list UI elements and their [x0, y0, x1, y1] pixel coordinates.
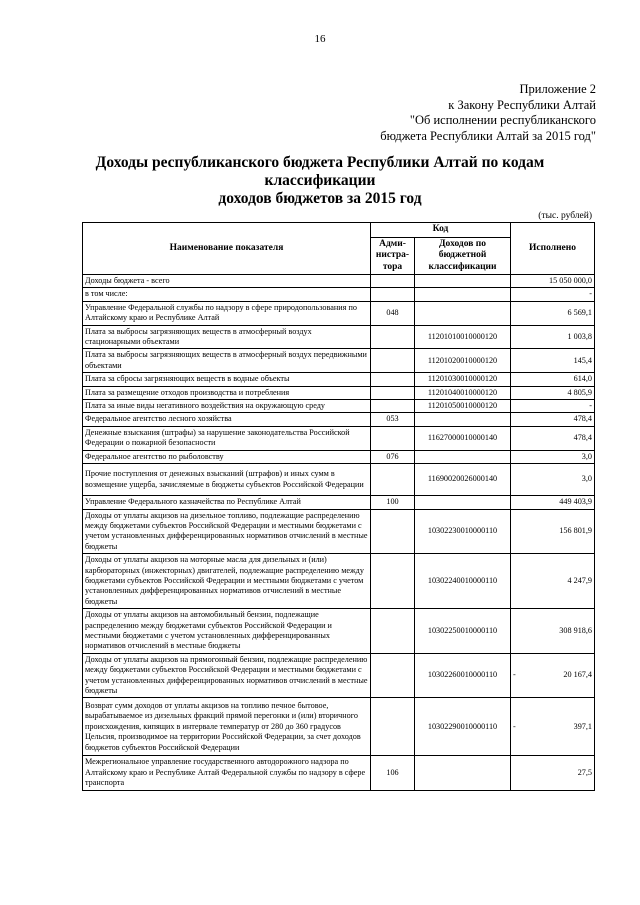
table-row: [83, 464, 595, 496]
page-number: 16: [314, 33, 326, 45]
cell-name: Плата за размещение отходов производства и потребления: [83, 386, 371, 399]
cell-admin-code: [371, 349, 415, 373]
cell-income-code: 11201010010000120: [415, 325, 511, 349]
revenue-table: [82, 222, 595, 791]
table-row: [83, 275, 595, 288]
cell-income-code: [415, 275, 511, 288]
cell-amount: [511, 496, 595, 509]
cell-name: Доходы от уплаты акцизов на моторные масла для дизельных и (или) карбюраторных (инжекторных) двигателей, подлежащие распределению между бюджетами субъектов Российской Федерации и местными бюджетами с учетом установленных дифференцированных нормативов отчислений в местные бюджеты: [83, 554, 371, 609]
cell-amount: [511, 400, 595, 413]
cell-name: Межрегиональное управление государственного автодорожного надзора по Алтайскому краю и Республике Алтай Федеральной службы по надзору в сфере транспорта: [83, 756, 371, 790]
cell-income-code: [415, 301, 511, 325]
cell-amount: [511, 554, 595, 609]
appendix-line: "Об исполнении республиканского: [409, 113, 596, 127]
cell-amount: [511, 653, 595, 698]
cell-admin-code: 100: [371, 496, 415, 509]
cell-admin-code: [371, 325, 415, 349]
cell-income-code: [415, 288, 511, 301]
title-line: доходов бюджетов за 2015 год: [218, 190, 422, 207]
cell-amount: [511, 325, 595, 349]
cell-income-code: 11201020010000120: [415, 349, 511, 373]
amount-value: 4 805,9: [567, 387, 593, 397]
amount-value: 3,0: [581, 474, 593, 484]
units-label: (тыс. рублей): [538, 211, 592, 221]
cell-admin-code: [371, 426, 415, 450]
cell-name: Доходы от уплаты акцизов на автомобильный бензин, подлежащие распределению между бюджетами субъектов Российской Федерации и местными бюджетами с учетом установленных дифференцированных нормативов отчислений в местные бюджеты: [83, 609, 371, 654]
table-row: [83, 450, 595, 463]
amount-value: 156 801,9: [559, 526, 593, 536]
cell-amount: [511, 426, 595, 450]
cell-income-code: 11201050010000120: [415, 400, 511, 413]
table-row: [83, 386, 595, 399]
cell-name: Управление Федерального казначейства по Республике Алтай: [83, 496, 371, 509]
cell-name: Плата за сбросы загрязняющих веществ в водные объекты: [83, 373, 371, 386]
cell-name: в том числе:: [83, 288, 371, 301]
amount-value: 478,4: [573, 414, 593, 424]
table-row: [83, 756, 595, 790]
cell-name: Доходы бюджета - всего: [83, 275, 371, 288]
cell-income-code: 10302250010000110: [415, 609, 511, 654]
amount-value: 449 403,9: [559, 497, 593, 507]
cell-income-code: 10302290010000110: [415, 698, 511, 756]
document-title: [40, 154, 600, 208]
cell-amount: [511, 373, 595, 386]
amount-value: 4 247,9: [567, 575, 593, 585]
negative-sign: -: [513, 721, 516, 731]
cell-admin-code: 106: [371, 756, 415, 790]
cell-name: Прочие поступления от денежных взысканий (штрафов) и иных сумм в возмещение ущерба, зачисляемые в бюджеты субъектов Российской Федерации: [83, 464, 371, 496]
table-row: [83, 349, 595, 373]
appendix-line: Приложение 2: [519, 82, 596, 96]
cell-amount: [511, 609, 595, 654]
amount-value: 27,5: [577, 767, 593, 777]
amount-value: 6 569,1: [567, 308, 593, 318]
cell-name: Доходы от уплаты акцизов на дизельное топливо, подлежащие распределению между бюджетами субъектов Российской Федерации и местными бюджетами с учетом установленных дифференцированных нормативов отчислений в местные бюджеты: [83, 509, 371, 554]
table-row: [83, 554, 595, 609]
amount-value: 145,4: [573, 355, 593, 365]
cell-name: Федеральное агентство лесного хозяйства: [83, 413, 371, 426]
header-income: Доходов по бюджетной классификации: [415, 237, 511, 275]
cell-income-code: [415, 450, 511, 463]
cell-name: Денежные взыскания (штрафы) за нарушение законодательства Российской Федерации о пожарной безопасности: [83, 426, 371, 450]
cell-name: Плата за выбросы загрязняющих веществ в атмосферный воздух стационарными объектами: [83, 325, 371, 349]
amount-value: 1 003,8: [567, 331, 593, 341]
cell-amount: [511, 288, 595, 301]
negative-sign: -: [513, 670, 516, 680]
cell-admin-code: [371, 554, 415, 609]
cell-income-code: 11201030010000120: [415, 373, 511, 386]
cell-amount: [511, 275, 595, 288]
table-row: [83, 301, 595, 325]
cell-income-code: 10302260010000110: [415, 653, 511, 698]
amount-value: 20 167,4: [563, 670, 593, 680]
amount-value: 397,1: [573, 721, 593, 731]
cell-admin-code: [371, 653, 415, 698]
cell-amount: [511, 698, 595, 756]
cell-admin-code: [371, 373, 415, 386]
table-row: [83, 496, 595, 509]
cell-income-code: 11627000010000140: [415, 426, 511, 450]
cell-amount: [511, 509, 595, 554]
table-row: [83, 653, 595, 698]
cell-amount: [511, 450, 595, 463]
cell-income-code: 11201040010000120: [415, 386, 511, 399]
cell-income-code: [415, 496, 511, 509]
cell-admin-code: [371, 509, 415, 554]
amount-value: 614,0: [573, 374, 593, 384]
cell-income-code: [415, 413, 511, 426]
cell-income-code: 10302240010000110: [415, 554, 511, 609]
cell-amount: [511, 756, 595, 790]
table-row: [83, 325, 595, 349]
cell-admin-code: [371, 464, 415, 496]
cell-amount: [511, 349, 595, 373]
appendix-line: бюджета Республики Алтай за 2015 год": [380, 128, 596, 143]
table-row: [83, 426, 595, 450]
cell-name: Доходы от уплаты акцизов на прямогонный бензин, подлежащие распределению между бюджетами субъектов Российской Федерации и местными бюджетами с учетом установленных дифференцированных нормативов отчислений в местные бюджеты: [83, 653, 371, 698]
cell-name: Возврат сумм доходов от уплаты акцизов на топливо печное бытовое, вырабатываемое из дизельных фракций прямой перегонки и (или) вторичного происхождения, кипящих в интервале температур от 280 до 360 градусов Цельсия, производимое на территории Российской Федерации, за счет доходов бюджетов субъектов Российской Федерации: [83, 698, 371, 756]
cell-name: Управление Федеральной службы по надзору в сфере природопользования по Алтайскому краю и Республике Алтай: [83, 301, 371, 325]
appendix-caption: [380, 82, 596, 144]
appendix-line: к Закону Республики Алтай: [448, 97, 596, 112]
header-admin: Адми-нистра-тора: [371, 237, 415, 275]
header-code: Код: [371, 223, 511, 238]
amount-value: 308 918,6: [559, 625, 593, 635]
amount-value: 478,4: [573, 433, 593, 443]
table-row: [83, 288, 595, 301]
header-name: Наименование показателя: [83, 223, 371, 275]
cell-admin-code: [371, 400, 415, 413]
table-row: [83, 373, 595, 386]
cell-income-code: 11690020026000140: [415, 464, 511, 496]
cell-amount: [511, 464, 595, 496]
table-row: [83, 509, 595, 554]
amount-value: 3,0: [581, 451, 593, 461]
cell-admin-code: [371, 609, 415, 654]
cell-admin-code: 076: [371, 450, 415, 463]
table-header-row: [83, 223, 595, 238]
cell-income-code: [415, 756, 511, 790]
amount-value: -: [589, 289, 593, 299]
cell-admin-code: [371, 386, 415, 399]
cell-admin-code: 053: [371, 413, 415, 426]
table-row: [83, 400, 595, 413]
amount-value: -: [589, 401, 593, 411]
header-executed: Исполнено: [511, 223, 595, 275]
cell-income-code: 10302230010000110: [415, 509, 511, 554]
cell-name: Плата за выбросы загрязняющих веществ в атмосферный воздух передвижными объектами: [83, 349, 371, 373]
table-row: [83, 698, 595, 756]
cell-name: Федеральное агентство по рыболовству: [83, 450, 371, 463]
cell-admin-code: 048: [371, 301, 415, 325]
cell-admin-code: [371, 275, 415, 288]
cell-amount: [511, 301, 595, 325]
cell-amount: [511, 413, 595, 426]
amount-value: 15 050 000,0: [549, 276, 593, 285]
cell-name: Плата за иные виды негативного воздействия на окружающую среду: [83, 400, 371, 413]
cell-admin-code: [371, 288, 415, 301]
table-row: [83, 609, 595, 654]
cell-admin-code: [371, 698, 415, 756]
table-row: [83, 413, 595, 426]
title-line: Доходы республиканского бюджета Республики Алтай по кодам классификации: [95, 154, 545, 189]
cell-amount: [511, 386, 595, 399]
